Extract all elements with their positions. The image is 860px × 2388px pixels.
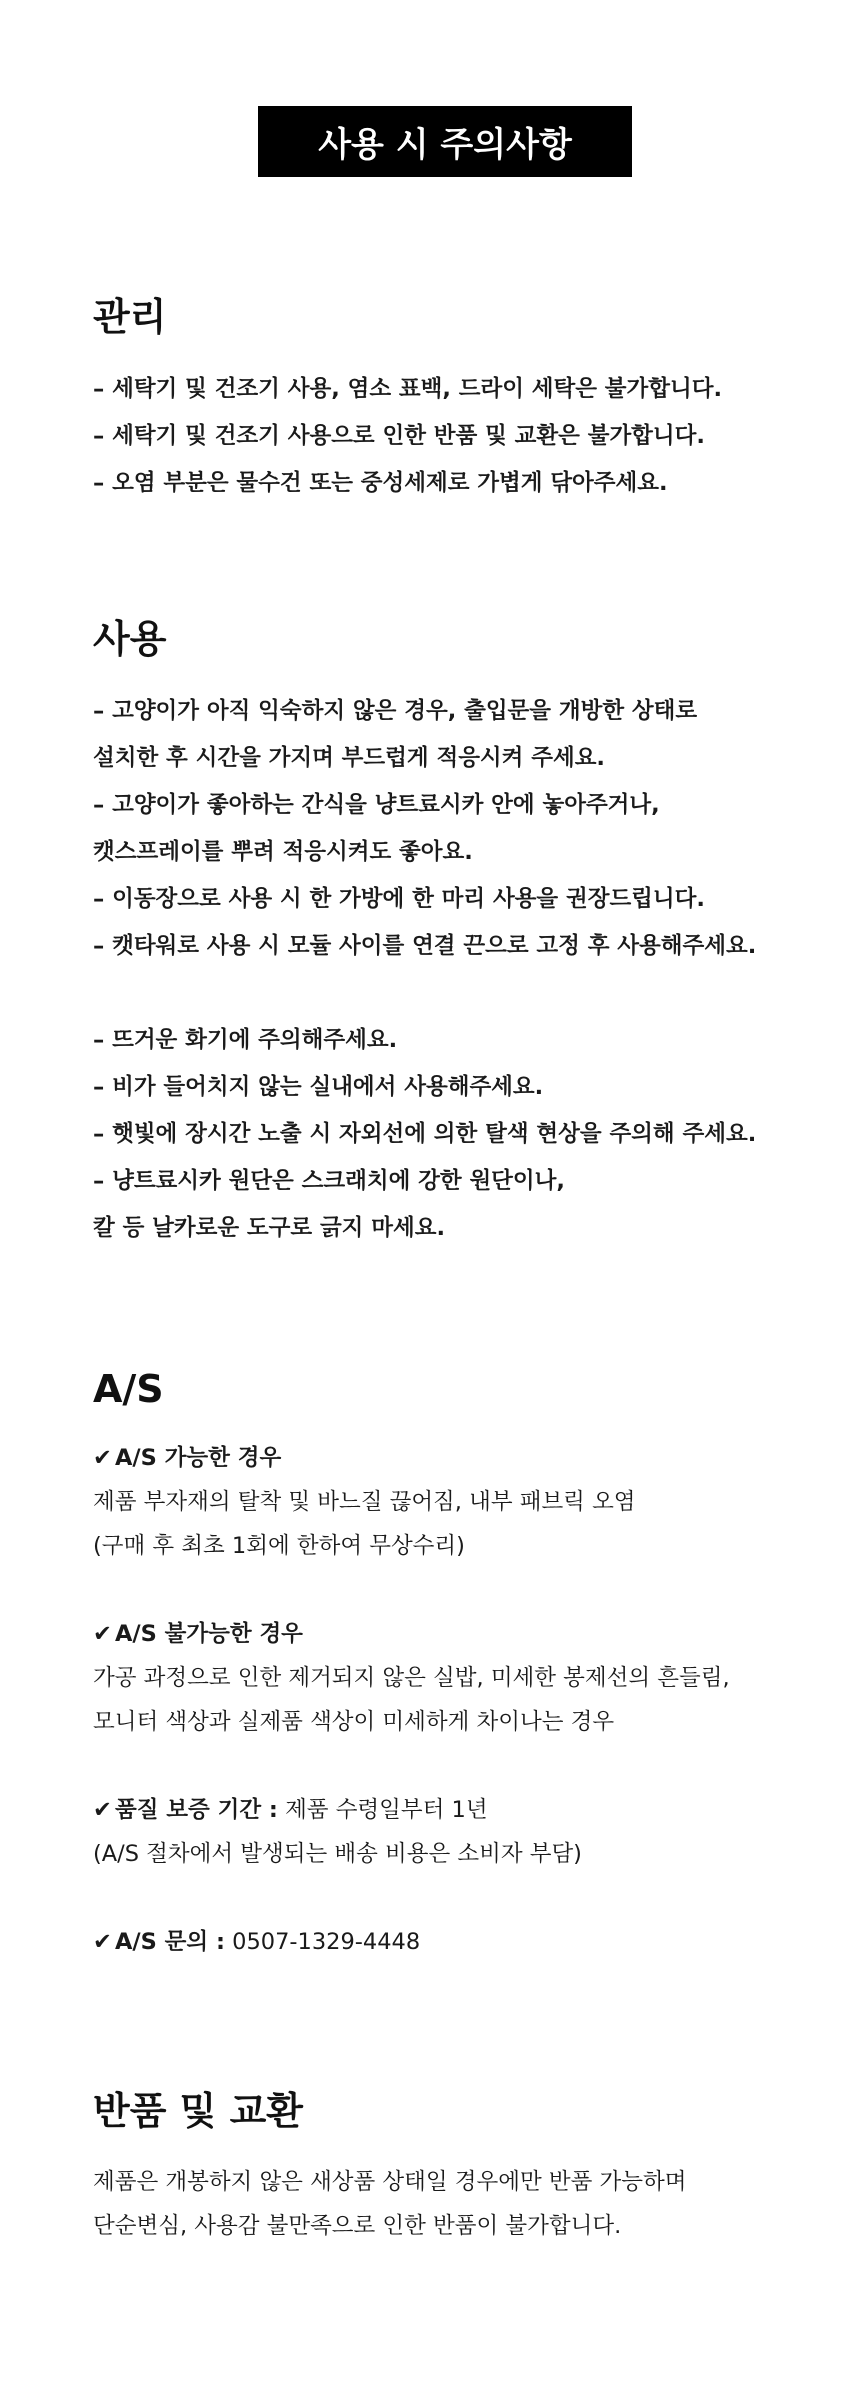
as-contact-label: A/S 문의 :	[115, 1929, 225, 1955]
check-icon: ✔	[93, 1445, 112, 1471]
as-impossible-block	[93, 1612, 813, 1744]
as-warranty-block	[93, 1788, 813, 1876]
as-contact-block	[93, 1920, 813, 1964]
as-warranty-value: 제품 수령일부터 1년	[277, 1797, 488, 1823]
care-list	[93, 366, 813, 507]
as-section	[93, 1367, 813, 1964]
as-impossible-line: 가공 과정으로 인한 제거되지 않은 실밥, 미세한 봉제선의 흔들림,	[93, 1665, 730, 1691]
usage-line: – 캣타워로 사용 시 모듈 사이를 연결 끈으로 고정 후 사용해주세요.	[93, 933, 757, 959]
as-impossible-line: 모니터 색상과 실제품 색상이 미세하게 차이나는 경우	[93, 1709, 615, 1735]
care-heading: 관리	[93, 295, 167, 339]
usage-line: – 비가 들어치지 않는 실내에서 사용해주세요.	[93, 1074, 544, 1100]
page-title: 사용 시 주의사항	[258, 106, 632, 177]
returns-line: 단순변심, 사용감 불만족으로 인한 반품이 불가합니다.	[93, 2213, 622, 2239]
usage-line: – 뜨거운 화기에 주의해주세요.	[93, 1027, 398, 1053]
usage-list	[93, 688, 813, 1252]
spacer	[93, 970, 813, 1017]
as-possible-line: 제품 부자재의 탈착 및 바느질 끊어짐, 내부 패브릭 오염	[93, 1489, 636, 1515]
care-line: – 세탁기 및 건조기 사용으로 인한 반품 및 교환은 불가합니다.	[93, 423, 705, 449]
usage-line: – 고양이가 좋아하는 간식을 냥트료시카 안에 놓아주거나,	[93, 792, 660, 818]
as-impossible-title	[93, 1612, 813, 1656]
returns-section	[93, 2089, 813, 2248]
check-icon: ✔	[93, 1929, 112, 1955]
care-section	[93, 295, 813, 507]
usage-heading: 사용	[93, 617, 167, 661]
usage-line: – 고양이가 아직 익숙하지 않은 경우, 출입문을 개방한 상태로	[93, 698, 698, 724]
as-warranty-note: (A/S 절차에서 발생되는 배송 비용은 소비자 부담)	[93, 1841, 582, 1867]
usage-line: 칼 등 날카로운 도구로 긁지 마세요.	[93, 1215, 446, 1241]
usage-line: 캣스프레이를 뿌려 적응시켜도 좋아요.	[93, 839, 473, 865]
as-warranty-label: 품질 보증 기간 :	[115, 1797, 278, 1823]
usage-line: – 이동장으로 사용 시 한 가방에 한 마리 사용을 권장드립니다.	[93, 886, 705, 912]
usage-section	[93, 617, 813, 1252]
as-possible-block	[93, 1436, 813, 1568]
as-heading: A/S	[93, 1367, 164, 1411]
usage-line: – 햇빛에 장시간 노출 시 자외선에 의한 탈색 현상을 주의해 주세요.	[93, 1121, 757, 1147]
returns-line: 제품은 개봉하지 않은 새상품 상태일 경우에만 반품 가능하며	[93, 2169, 687, 2195]
usage-line: 설치한 후 시간을 가지며 부드럽게 적응시켜 주세요.	[93, 745, 605, 771]
as-warranty-title	[93, 1788, 813, 1832]
as-contact-phone: 0507-1329-4448	[224, 1929, 421, 1955]
care-line: – 세탁기 및 건조기 사용, 염소 표백, 드라이 세탁은 불가합니다.	[93, 376, 723, 402]
as-contact-line	[93, 1920, 813, 1964]
check-icon: ✔	[93, 1621, 112, 1647]
as-possible-line: (구매 후 최초 1회에 한하여 무상수리)	[93, 1533, 465, 1559]
as-impossible-label: A/S 불가능한 경우	[115, 1621, 303, 1647]
check-icon: ✔	[93, 1797, 112, 1823]
as-possible-title	[93, 1436, 813, 1480]
care-line: – 오염 부분은 물수건 또는 중성세제로 가볍게 닦아주세요.	[93, 470, 668, 496]
as-possible-label: A/S 가능한 경우	[115, 1445, 282, 1471]
returns-heading: 반품 및 교환	[93, 2089, 303, 2133]
usage-line: – 냥트료시카 원단은 스크래치에 강한 원단이나,	[93, 1168, 565, 1194]
